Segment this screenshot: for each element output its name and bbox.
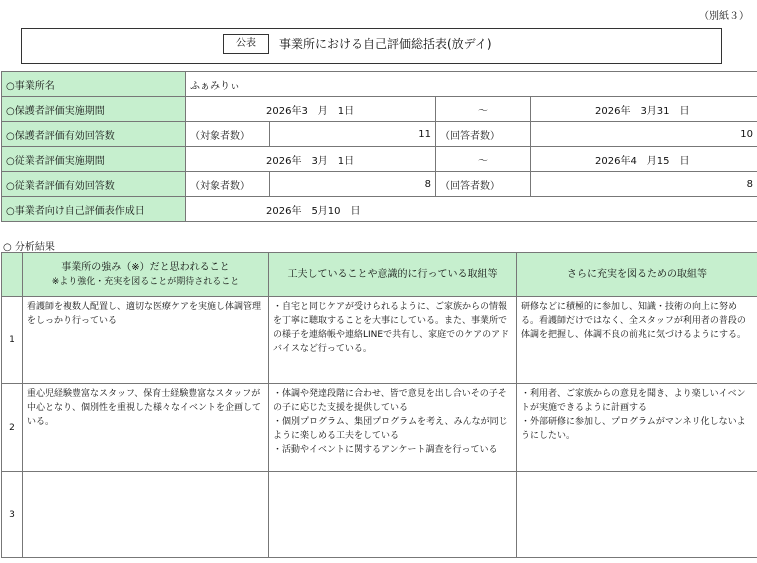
attachment-label: （別紙３） [699,11,749,22]
strength-cell: 重心児経験豊富なスタッフ、保育士経験豊富なスタッフが中心となり、個別性を重視した様々なイベントを企画している。 [23,384,269,472]
guardian-respondent-value: 10 [531,122,757,147]
facility-label: ○事業所名 [2,72,186,97]
effort-cell [269,472,517,558]
improvement-cell [517,472,757,558]
staff-target-label: （対象者数） [186,172,270,197]
staff-target-value: 8 [270,172,436,197]
improvement-cell: 研修などに積極的に参加し、知識・技術の向上に努める。看護師だけではなく、全スタッフが利用者の普段の体調を把握し、体調不良の前兆に気づけるようにする。 [517,297,757,384]
guardian-count-row [2,122,757,147]
staff-count-row [2,172,757,197]
title-box [21,28,722,64]
self-eval-row [2,197,757,222]
row-number: 2 [2,384,23,472]
staff-respondent-label: （回答者数） [436,172,531,197]
effort-cell [269,384,517,472]
staff-period-from: 2026年 3月 1日 [186,147,436,172]
table-row [2,472,757,558]
row-number: 1 [2,297,23,384]
effort-line: ・体調や発達段階に合わせ、皆で意見を出し合いその子その子に応じた支援を提供している [273,389,507,413]
strength-cell [23,472,269,558]
improvement-cell [517,384,757,472]
table-row [2,384,757,472]
staff-respondent-value: 8 [531,172,757,197]
row-number: 3 [2,472,23,558]
table-row [2,297,757,384]
effort-cell: ・自宅と同じケアが受けられるように、ご家族からの情報を丁寧に聴取することを大事にしている。また、事業所での様子を連絡帳や連絡LINEで共有し、家庭でのケアのアドバイスなど行っている。 [269,297,517,384]
facility-name: ふぁみりぃ [186,72,757,97]
self-eval-date: 2026年 5月10 日 [186,197,757,222]
guardian-respondent-label: （回答者数） [436,122,531,147]
analysis-table [1,252,757,558]
staff-period-separator: ～ [436,147,531,172]
header-efforts: 工夫していることや意識的に行っている取組等 [269,253,517,297]
strength-cell: 看護師を複数人配置し、適切な医療ケアを実施し体調管理をしっかり行っている [23,297,269,384]
header-strengths [23,253,269,297]
guardian-target-label: （対象者数） [186,122,270,147]
guardian-target-value: 11 [270,122,436,147]
header-strengths-note: ※より強化・充実を図ることが期待されること [51,276,240,287]
staff-period-label: ○従業者評価実施期間 [2,147,186,172]
page-title: 事業所における自己評価総括表(放デイ) [279,37,492,51]
facility-row [2,72,757,97]
analysis-section-label: ○ 分析結果 [3,242,55,253]
effort-line: ・個別プログラム、集団プログラムを考え、みんなが同じように楽しめる工夫をしている [273,417,508,441]
self-eval-label: ○事業者向け自己評価表作成日 [2,197,186,222]
analysis-header-row [2,253,757,297]
header-strengths-title: 事業所の強み（※）だと思われること [61,261,230,273]
header-number-cell [2,253,23,297]
improvement-line: ・外部研修に参加し、プログラムがマンネリ化しないようにしたい。 [521,417,746,441]
info-table [1,71,757,222]
header-improvements: さらに充実を図るための取組等 [517,253,757,297]
staff-count-label: ○従業者評価有効回答数 [2,172,186,197]
guardian-period-to: 2026年 3月31 日 [531,97,757,122]
staff-period-row [2,147,757,172]
guardian-count-label: ○保護者評価有効回答数 [2,122,186,147]
staff-period-to: 2026年4 月15 日 [531,147,757,172]
improvement-line: ・利用者、ご家族からの意見を聞き、より楽しいイベントが実施できるように計画する [521,389,746,413]
effort-line: ・活動やイベントに関するアンケート調査を行っている [273,445,498,455]
guardian-period-from: 2026年3 月 1日 [186,97,436,122]
public-label: 公表 [223,34,269,54]
guardian-period-label: ○保護者評価実施期間 [2,97,186,122]
guardian-period-row [2,97,757,122]
guardian-period-separator: ～ [436,97,531,122]
